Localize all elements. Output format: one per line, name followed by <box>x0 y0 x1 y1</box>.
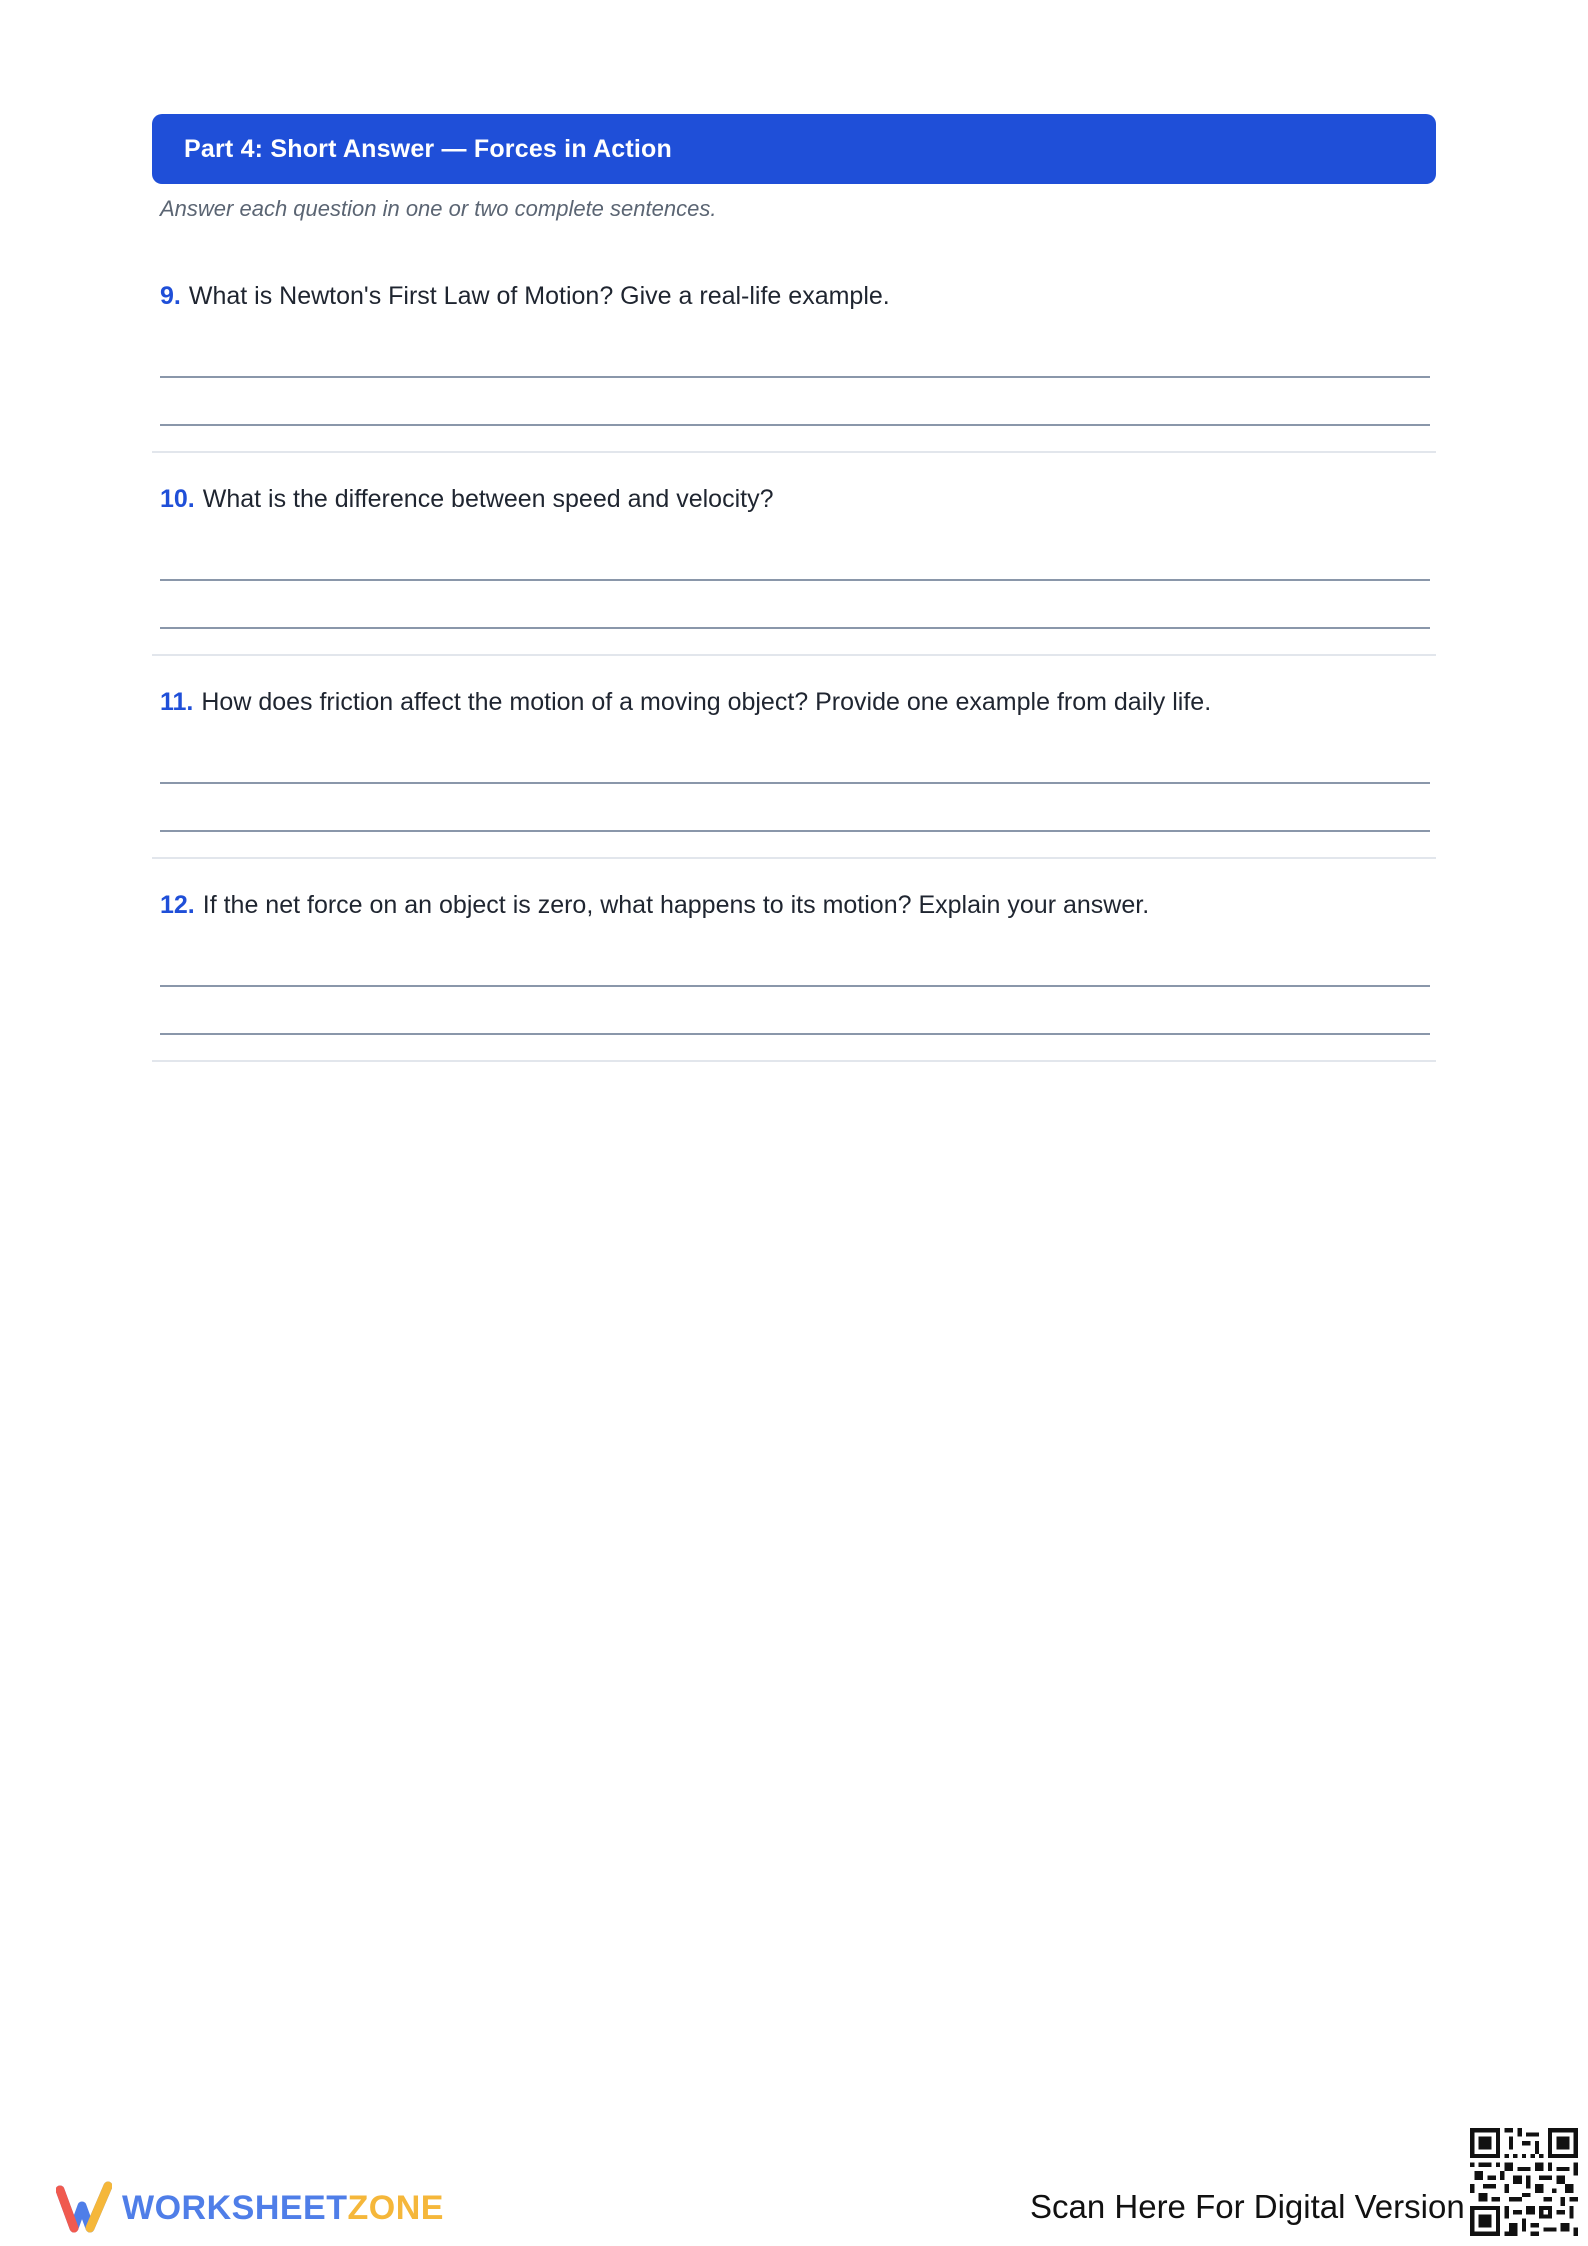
answer-line[interactable] <box>160 830 1430 832</box>
answer-line[interactable] <box>160 424 1430 426</box>
question-number: 10. <box>160 485 195 513</box>
section-title: Part 4: Short Answer — Forces in Action <box>184 134 672 163</box>
question-prompt: What is Newton's First Law of Motion? Give a real-life example. <box>188 282 890 310</box>
question-text <box>160 282 890 311</box>
question-number: 9. <box>160 282 181 310</box>
question-prompt: How does friction affect the motion of a moving object? Provide one example from daily life. <box>201 688 1212 716</box>
section-instructions: Answer each question in one or two complete sentences. <box>160 196 717 221</box>
answer-line[interactable] <box>160 1033 1430 1035</box>
answer-line[interactable] <box>160 376 1430 378</box>
scan-instruction: Scan Here For Digital Version <box>1030 2188 1465 2225</box>
question-item <box>152 859 1436 1062</box>
answer-line[interactable] <box>160 627 1430 629</box>
question-number: 11. <box>160 688 194 716</box>
question-item <box>152 453 1436 656</box>
answer-line[interactable] <box>160 579 1430 581</box>
answer-line[interactable] <box>160 985 1430 987</box>
logo-text-worksheet: WORKSHEET <box>122 2188 348 2227</box>
question-prompt: If the net force on an object is zero, what happens to its motion? Explain your answer. <box>202 891 1150 919</box>
question-text <box>160 891 1149 920</box>
logo-text-zone: ZONE <box>347 2188 444 2227</box>
question-number: 12. <box>160 891 195 919</box>
question-item <box>152 250 1436 453</box>
section-header <box>152 114 1436 184</box>
qr-code-icon[interactable] <box>1470 2128 1578 2236</box>
question-text <box>160 485 774 514</box>
worksheetzone-logo-icon <box>56 2180 112 2236</box>
question-text <box>160 688 1211 717</box>
question-list <box>152 250 1436 1062</box>
footer-logo[interactable] <box>56 2180 444 2236</box>
answer-line[interactable] <box>160 782 1430 784</box>
question-prompt: What is the difference between speed and velocity? <box>202 485 774 513</box>
logo-wordmark <box>122 2189 444 2228</box>
question-item <box>152 656 1436 859</box>
